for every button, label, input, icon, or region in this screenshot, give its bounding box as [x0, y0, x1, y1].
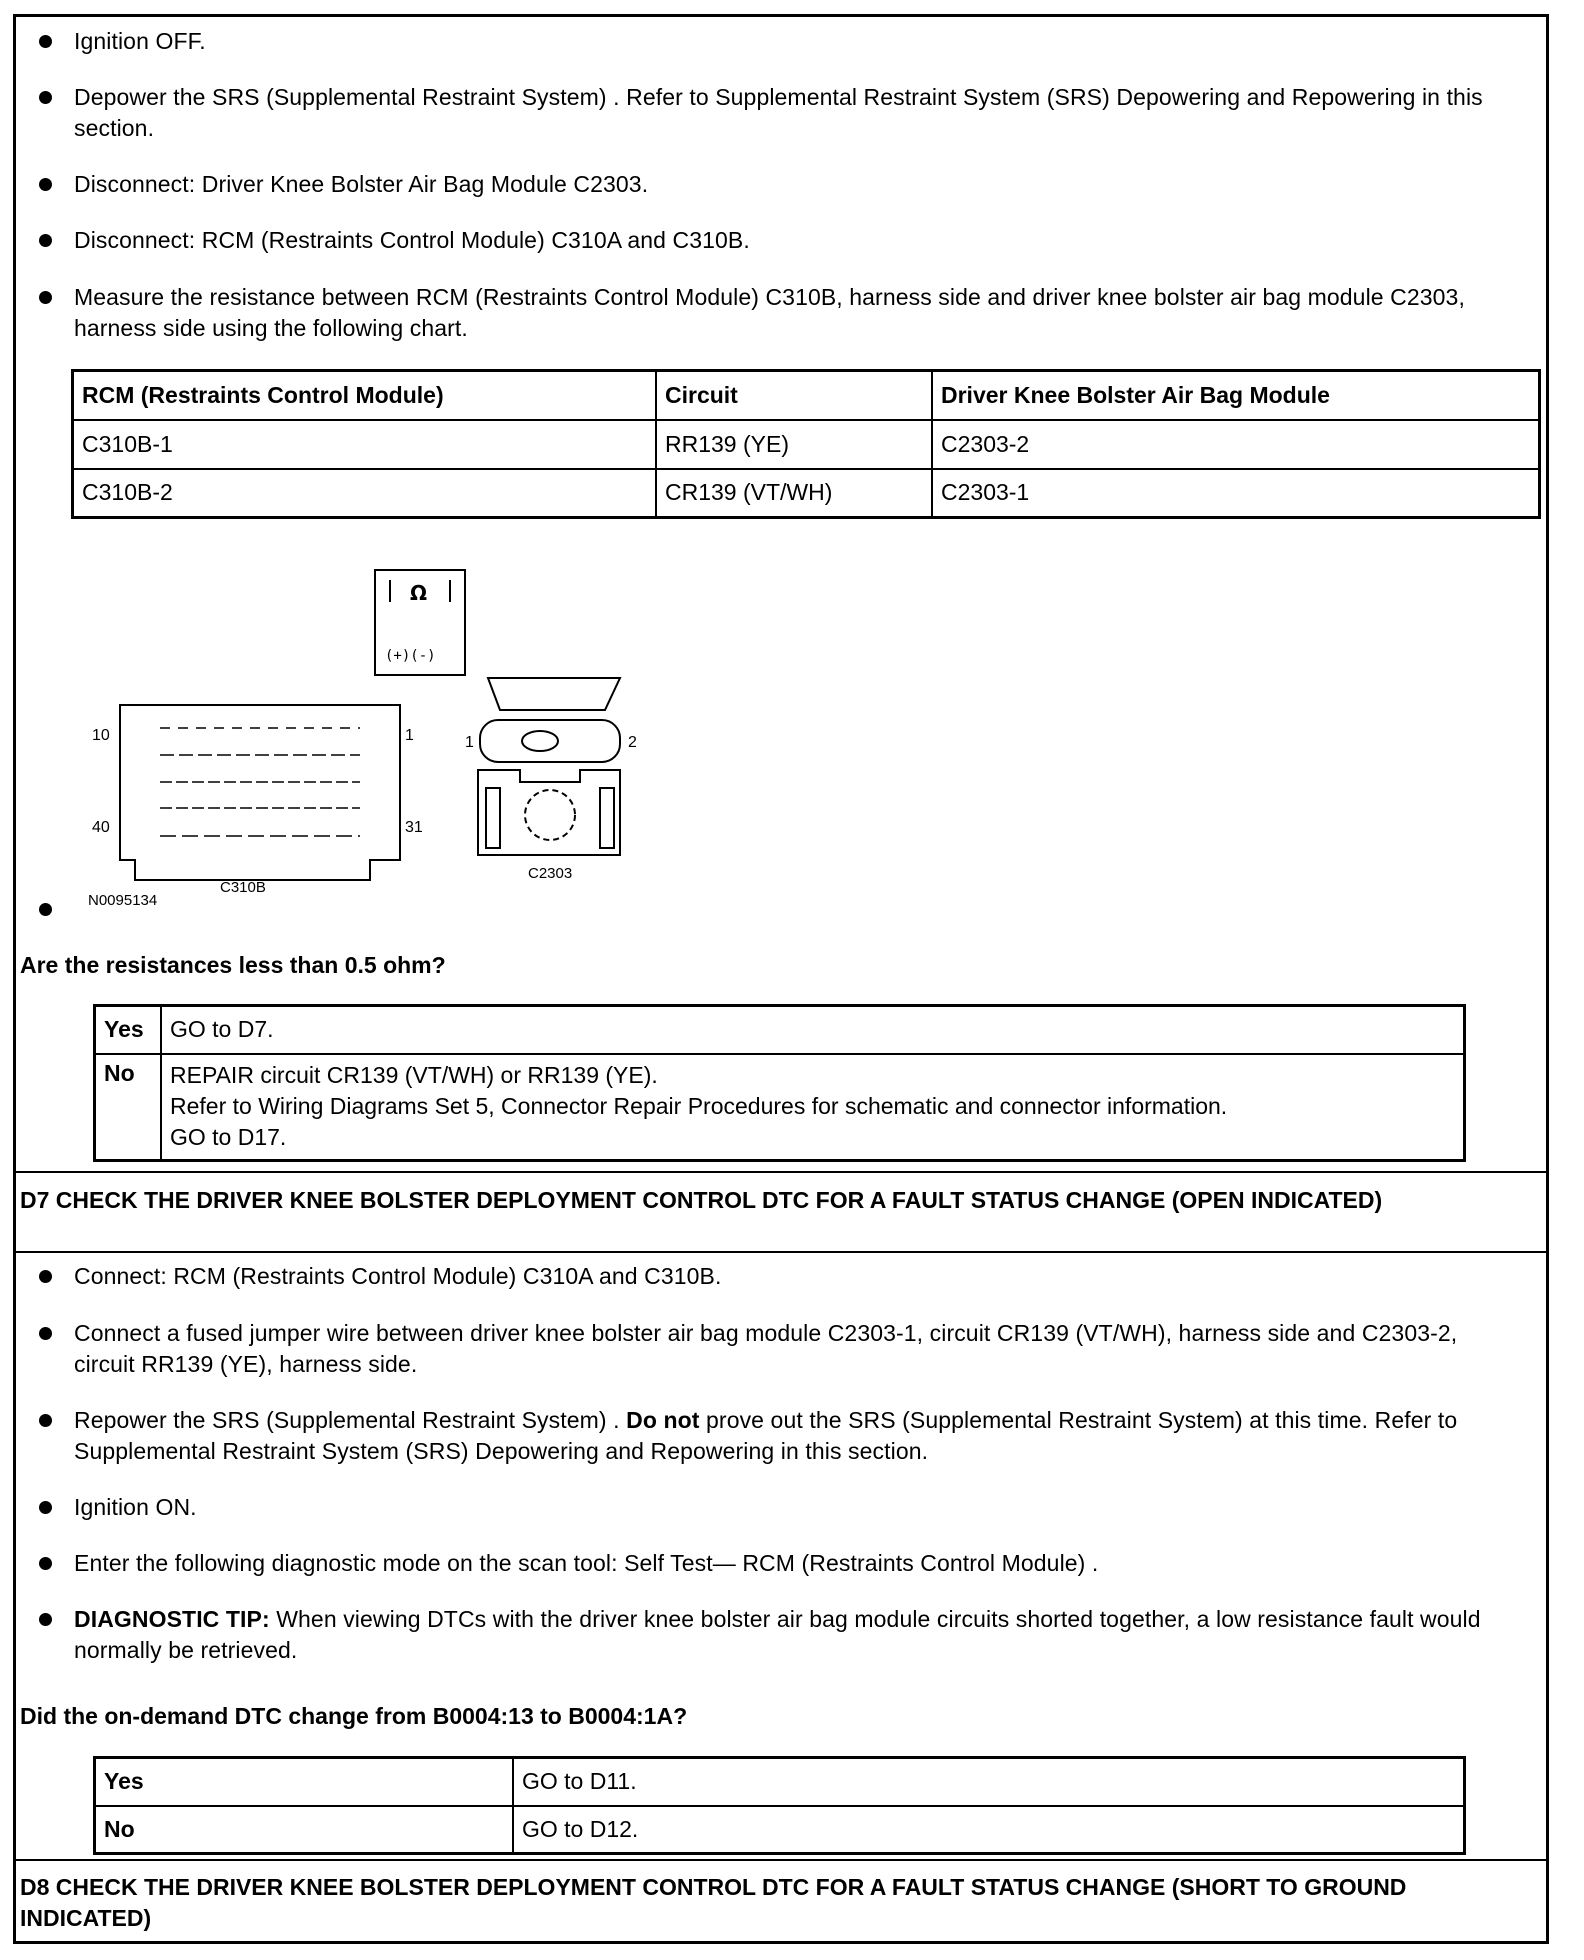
bullet: [39, 1613, 52, 1626]
col-header-rcm: RCM (Restraints Control Module): [73, 371, 657, 420]
bullet: [39, 1557, 52, 1570]
bullet: [39, 91, 52, 104]
meter-symbol: Ω: [410, 581, 428, 605]
step-text: Repower the SRS (Supplemental Restraint System) .: [74, 1407, 627, 1433]
table-row: [95, 1054, 1465, 1161]
table-row: [73, 420, 1540, 469]
pin-label: 40: [92, 819, 110, 836]
answer-key: No: [95, 1054, 162, 1161]
bullet: [39, 1414, 52, 1427]
pin-label: 1: [465, 734, 474, 751]
table-cell: CR139 (VT/WH): [656, 469, 932, 518]
connector-label-c310b: C310B: [220, 879, 266, 896]
step-disconnect-rcm: Disconnect: RCM (Restraints Control Module) C310A and C310B.: [74, 227, 750, 253]
question-resistance: Are the resistances less than 0.5 ohm?: [20, 952, 446, 978]
bullet: [39, 1501, 52, 1514]
diagnostic-tip-label: DIAGNOSTIC TIP:: [74, 1606, 270, 1632]
section-divider: [13, 1171, 1549, 1173]
answer-key: Yes: [95, 1006, 162, 1054]
d7-heading: D7 CHECK THE DRIVER KNEE BOLSTER DEPLOYMENT CONTROL DTC FOR A FAULT STATUS CHANGE (OPEN INDICATED): [20, 1187, 1383, 1213]
bullet: [39, 234, 52, 247]
answer-value: GO to D7.: [161, 1006, 1465, 1054]
figure-id: N0095134: [88, 892, 158, 909]
answer-table-d7: [93, 1756, 1466, 1855]
table-cell: C2303-1: [932, 469, 1540, 518]
pin-label: 10: [92, 727, 110, 744]
step-disconnect-c2303: Disconnect: Driver Knee Bolster Air Bag Module C2303.: [74, 171, 649, 197]
answer-key: Yes: [95, 1758, 514, 1806]
bullet: [39, 1327, 52, 1340]
pin-label: 1: [405, 727, 414, 744]
answer-line: GO to D17.: [170, 1123, 287, 1150]
bullet: [39, 178, 52, 191]
resistance-table: [71, 369, 1541, 519]
step-connect-rcm: Connect: RCM (Restraints Control Module) C310A and C310B.: [74, 1263, 722, 1289]
step-ignition-on: Ignition ON.: [74, 1494, 197, 1520]
table-cell: C2303-2: [932, 420, 1540, 469]
connector-diagram: [80, 560, 700, 920]
bullet: [39, 291, 52, 304]
step-emphasis: Do not: [626, 1407, 700, 1433]
section-divider: [13, 1251, 1549, 1253]
answer-value: GO to D12.: [513, 1806, 1465, 1854]
col-header-circuit: Circuit: [656, 371, 932, 420]
c2303-connector-icon: [488, 678, 620, 710]
table-cell: C310B-1: [73, 420, 657, 469]
step-ignition-off: Ignition OFF.: [74, 28, 206, 54]
step-measure-resistance: Measure the resistance between RCM (Restraints Control Module) C310B, harness side and driver knee bolster air bag module C2303, harness side using the following chart.: [74, 284, 1465, 341]
answer-key: No: [95, 1806, 514, 1854]
c310b-connector-icon: [120, 705, 400, 880]
step-repower-srs: [74, 1405, 1514, 1467]
step-text: When viewing DTCs with the driver knee bolster air bag module circuits shorted together, a low resistance fault would normally be retrieved.: [74, 1606, 1481, 1663]
answer-line: Refer to Wiring Diagrams Set 5, Connector Repair Procedures for schematic and connector information.: [170, 1092, 1228, 1119]
table-row: [73, 469, 1540, 518]
connector-label-c2303: C2303: [528, 865, 573, 882]
table-cell: RR139 (YE): [656, 420, 932, 469]
table-row: [95, 1758, 1465, 1806]
table-row: [95, 1806, 1465, 1854]
bullet: [39, 35, 52, 48]
answer-value: GO to D11.: [513, 1758, 1465, 1806]
question-dtc-change: Did the on-demand DTC change from B0004:13 to B0004:1A?: [20, 1703, 688, 1729]
bullet: [39, 1270, 52, 1283]
d8-heading: D8 CHECK THE DRIVER KNEE BOLSTER DEPLOYMENT CONTROL DTC FOR A FAULT STATUS CHANGE (SHORT TO GROUND INDICATED): [20, 1874, 1407, 1931]
step-connect-jumper: Connect a fused jumper wire between driver knee bolster air bag module C2303-1, circuit CR139 (VT/WH), harness side and C2303-2, circuit RR139 (YE), harness side.: [74, 1320, 1458, 1377]
table-cell: C310B-2: [73, 469, 657, 518]
answer-table-d6: [93, 1004, 1466, 1162]
step-depower-srs: Depower the SRS (Supplemental Restraint System) . Refer to Supplemental Restraint System (SRS) Depowering and Repowering in this section.: [74, 84, 1483, 141]
pin-label: 2: [628, 734, 637, 751]
meter-terminals: (+)(-): [385, 648, 436, 664]
step-text: prove out the SRS (Supplemental Restraint System) at this time. Refer to Supplemental Restraint System (SRS) Depowering and Repowering in this section.: [74, 1407, 1458, 1464]
pin-label: 31: [405, 819, 423, 836]
answer-line: REPAIR circuit CR139 (VT/WH) or RR139 (YE).: [170, 1061, 658, 1088]
table-row: [95, 1006, 1465, 1054]
col-header-module: Driver Knee Bolster Air Bag Module: [932, 371, 1540, 420]
step-diagnostic-tip: [74, 1604, 1514, 1666]
bullet: [39, 903, 52, 916]
step-enter-diagnostic-mode: Enter the following diagnostic mode on the scan tool: Self Test— RCM (Restraints Control Module) .: [74, 1550, 1099, 1576]
section-divider: [13, 1859, 1549, 1861]
